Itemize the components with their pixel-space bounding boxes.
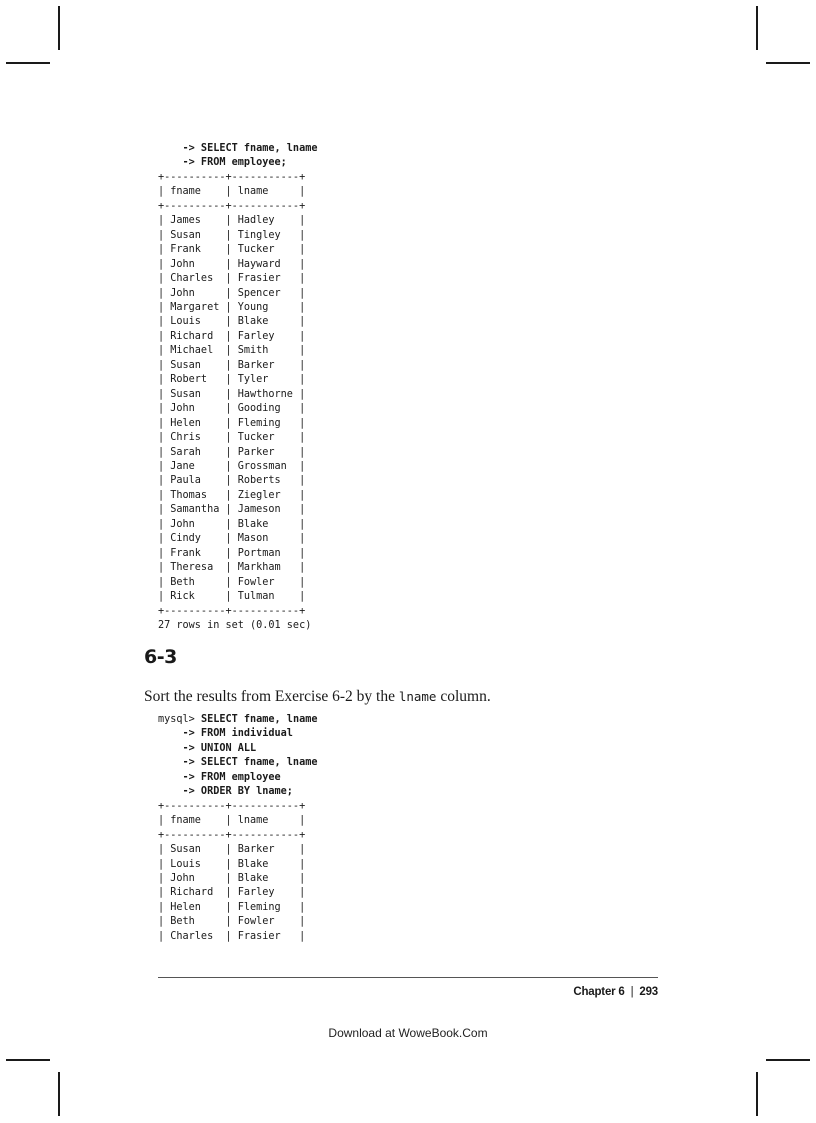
table-row: | Sarah | Parker |: [158, 446, 306, 458]
crop-mark: [766, 62, 810, 64]
sql-command-line: -> SELECT fname, lname: [158, 757, 318, 769]
table-border: +----------+-----------+: [158, 200, 306, 212]
sql-command-line: -> FROM employee;: [158, 157, 287, 169]
sql-command-line: -> ORDER BY lname;: [158, 786, 293, 798]
table-border: +----------+-----------+: [158, 605, 306, 617]
table-row: | Paula | Roberts |: [158, 475, 306, 487]
table-row: | Louis | Blake |: [158, 858, 306, 870]
table-row: | James | Hadley |: [158, 215, 306, 227]
sql-command-line: -> SELECT fname, lname: [158, 143, 318, 154]
table-row: | Jane | Grossman |: [158, 460, 306, 472]
table-border: +----------+-----------+: [158, 800, 306, 812]
table-rows: [158, 843, 317, 944]
table-header: | fname | lname |: [158, 186, 306, 198]
table-row: | Frank | Portman |: [158, 547, 306, 559]
page-number: 293: [639, 986, 658, 998]
download-watermark: Download at WoweBook.Com: [328, 1026, 488, 1040]
crop-mark: [6, 1059, 50, 1061]
inline-code: lname: [398, 689, 437, 704]
table-row: | Beth | Fowler |: [158, 576, 306, 588]
sql-command: SELECT fname, lname: [200, 714, 318, 725]
table-row: | Rick | Tulman |: [158, 591, 306, 603]
sql-command-line: -> UNION ALL: [158, 742, 257, 754]
table-row: | John | Hayward |: [158, 258, 306, 270]
sql-command-line: -> FROM employee: [158, 771, 281, 783]
sql-first-line: [158, 713, 317, 727]
sql-output-block-2: [158, 713, 317, 944]
table-row: | Chris | Tucker |: [158, 432, 306, 444]
table-border: +----------+-----------+: [158, 829, 306, 841]
sql-command-line: -> FROM individual: [158, 728, 293, 740]
table-row: | Susan | Barker |: [158, 844, 306, 856]
table-row: | Charles | Frasier |: [158, 930, 306, 942]
table-row: | Thomas | Ziegler |: [158, 489, 306, 501]
table-row: | John | Blake |: [158, 872, 306, 884]
table-row: | Susan | Tingley |: [158, 229, 306, 241]
table-row: | Susan | Barker |: [158, 359, 306, 371]
table-row: | Helen | Fleming |: [158, 417, 306, 429]
crop-mark: [58, 1072, 60, 1116]
table-row: | Cindy | Mason |: [158, 533, 306, 545]
crop-mark: [756, 1072, 758, 1116]
exercise-description: [144, 688, 491, 706]
table-row: | Richard | Farley |: [158, 887, 306, 899]
table-row: | Richard | Farley |: [158, 330, 306, 342]
exercise-heading: 6-3: [144, 646, 177, 668]
table-rows: [158, 214, 317, 604]
table-border: +----------+-----------+: [158, 171, 306, 183]
chapter-label: Chapter 6: [573, 986, 625, 998]
page-footer: [573, 986, 658, 998]
description-text: Sort the results from Exercise 6-2 by the: [144, 688, 399, 705]
crop-mark: [58, 6, 60, 50]
table-row: | Charles | Frasier |: [158, 273, 306, 285]
table-row: | Robert | Tyler |: [158, 374, 306, 386]
crop-mark: [6, 62, 50, 64]
table-row: | Theresa | Markham |: [158, 562, 306, 574]
crop-mark: [766, 1059, 810, 1061]
table-row: | Helen | Fleming |: [158, 901, 306, 913]
sql-output-block-1: [158, 142, 317, 633]
table-row: | Susan | Hawthorne |: [158, 388, 306, 400]
mysql-prompt: mysql>: [158, 714, 201, 725]
table-row: | Samantha | Jameson |: [158, 504, 306, 516]
table-row: | Beth | Fowler |: [158, 916, 306, 928]
table-row: | John | Blake |: [158, 518, 306, 530]
row-count-summary: 27 rows in set (0.01 sec): [158, 619, 312, 631]
table-header: | fname | lname |: [158, 815, 306, 827]
footer-rule: [158, 977, 658, 978]
footer-separator: |: [630, 986, 634, 998]
table-row: | Michael | Smith |: [158, 345, 306, 357]
table-row: | Margaret | Young |: [158, 301, 306, 313]
table-row: | John | Spencer |: [158, 287, 306, 299]
table-row: | Louis | Blake |: [158, 316, 306, 328]
table-row: | John | Gooding |: [158, 403, 306, 415]
crop-mark: [756, 6, 758, 50]
table-row: | Frank | Tucker |: [158, 244, 306, 256]
description-text: column.: [436, 688, 491, 705]
